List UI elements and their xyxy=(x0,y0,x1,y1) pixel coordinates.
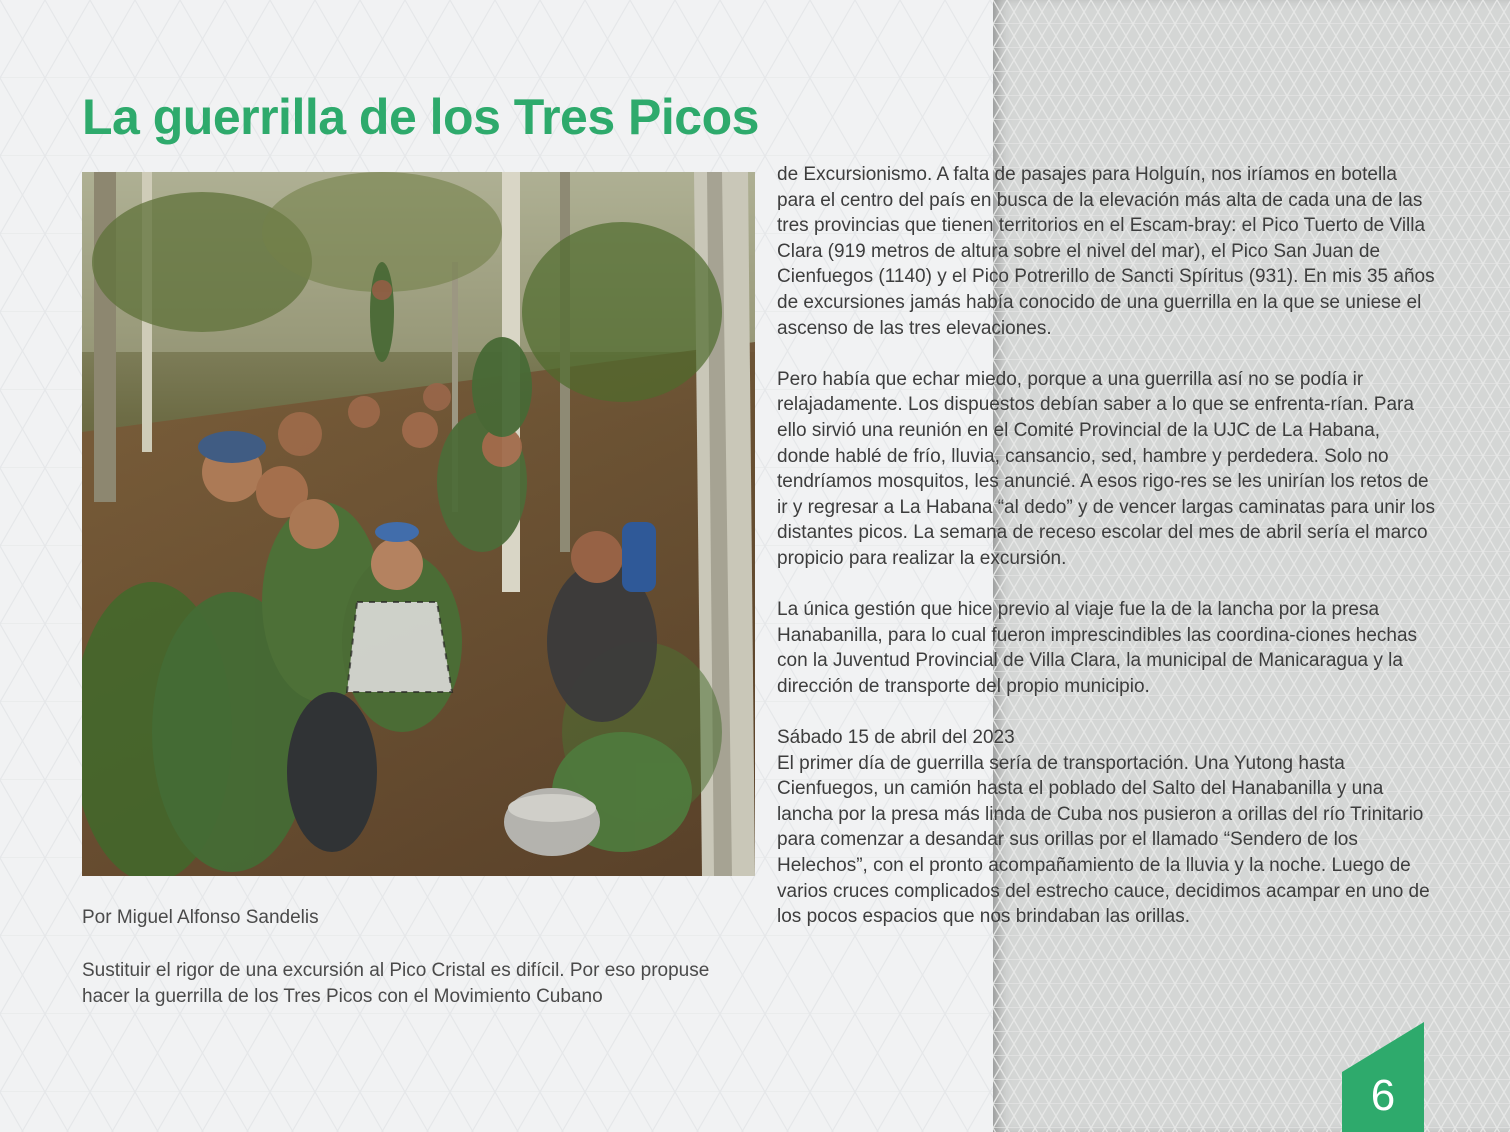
article-paragraph: Pero había que echar miedo, porque a una guerrilla así no se podía ir relajadamente. Los dispuestos debían saber a lo que se enfrenta-rían. Para ello sirvió una reunión en el Comité Provincial de la UJC de La Habana, donde hablé de frío, lluvia, cansancio, sed, hambre y perdedera. Solo no tendríamos mosquitos, les anuncié. A esos rigo-res se les unirían los retos de ir y regresar a La Habana “al dedo” y de vencer largas caminatas para unir los distantes picos. La semana de receso escolar del mes de abril sería el marco propicio para realizar la excursión. xyxy=(777,368,1435,569)
article-title: La guerrilla de los Tres Picos xyxy=(82,89,759,145)
article-photo xyxy=(82,172,755,876)
page-number: 6 xyxy=(1370,1071,1396,1120)
article-paragraph: El primer día de guerrilla sería de transportación. Una Yutong hasta Cienfuegos, un camión hasta el poblado del Salto del Hanabanilla y una lancha por la presa más linda de Cuba nos pusieron a orillas del río Trinitario para comenzar a desandar sus orillas por el llamado “Sendero de los Helechos”, con el pronto acompañamiento de la lluvia y la noche. Luego de varios cruces complicados del estrecho cauce, decidimos acampar en uno de los pocos espacios que nos brindaban las orillas. xyxy=(777,752,1430,928)
article-byline: Por Miguel Alfonso Sandelis xyxy=(82,907,319,928)
article-paragraph: de Excursionismo. A falta de pasajes para Holguín, nos iríamos en botella para el centro del país en busca de la elevación más alta de cada una de las tres provincias que tienen territorios en el Escam-bray: el Pico Tuerto de Villa Clara (919 metros de altura sobre el nivel del mar), el Pico San Juan de Cienfuegos (1140) y el Pico Potrerillo de Sancti Spíritus (931). En mis 35 años de excursiones jamás había conocido de una guerrilla en la que se uniese el ascenso de las tres elevaciones. xyxy=(777,164,1435,339)
article-body-column xyxy=(777,162,1437,930)
article-paragraph: La única gestión que hice previo al viaje fue la de la lancha por la presa Hanabanilla, para lo cual fueron imprescindibles las coordina-ciones hechas con la Juventud Provincial de Villa Clara, la municipal de Manicaragua y la dirección de transporte del propio municipio. xyxy=(777,599,1418,697)
article-intro-paragraph: Sustituir el rigor de una excursión al Pico Cristal es difícil. Por eso propuse hacer la guerrilla de los Tres Picos con el Movimiento Cubano xyxy=(82,960,710,1007)
article-dateline: Sábado 15 de abril del 2023 xyxy=(777,727,1015,749)
forest-group-photo-image xyxy=(82,172,755,876)
